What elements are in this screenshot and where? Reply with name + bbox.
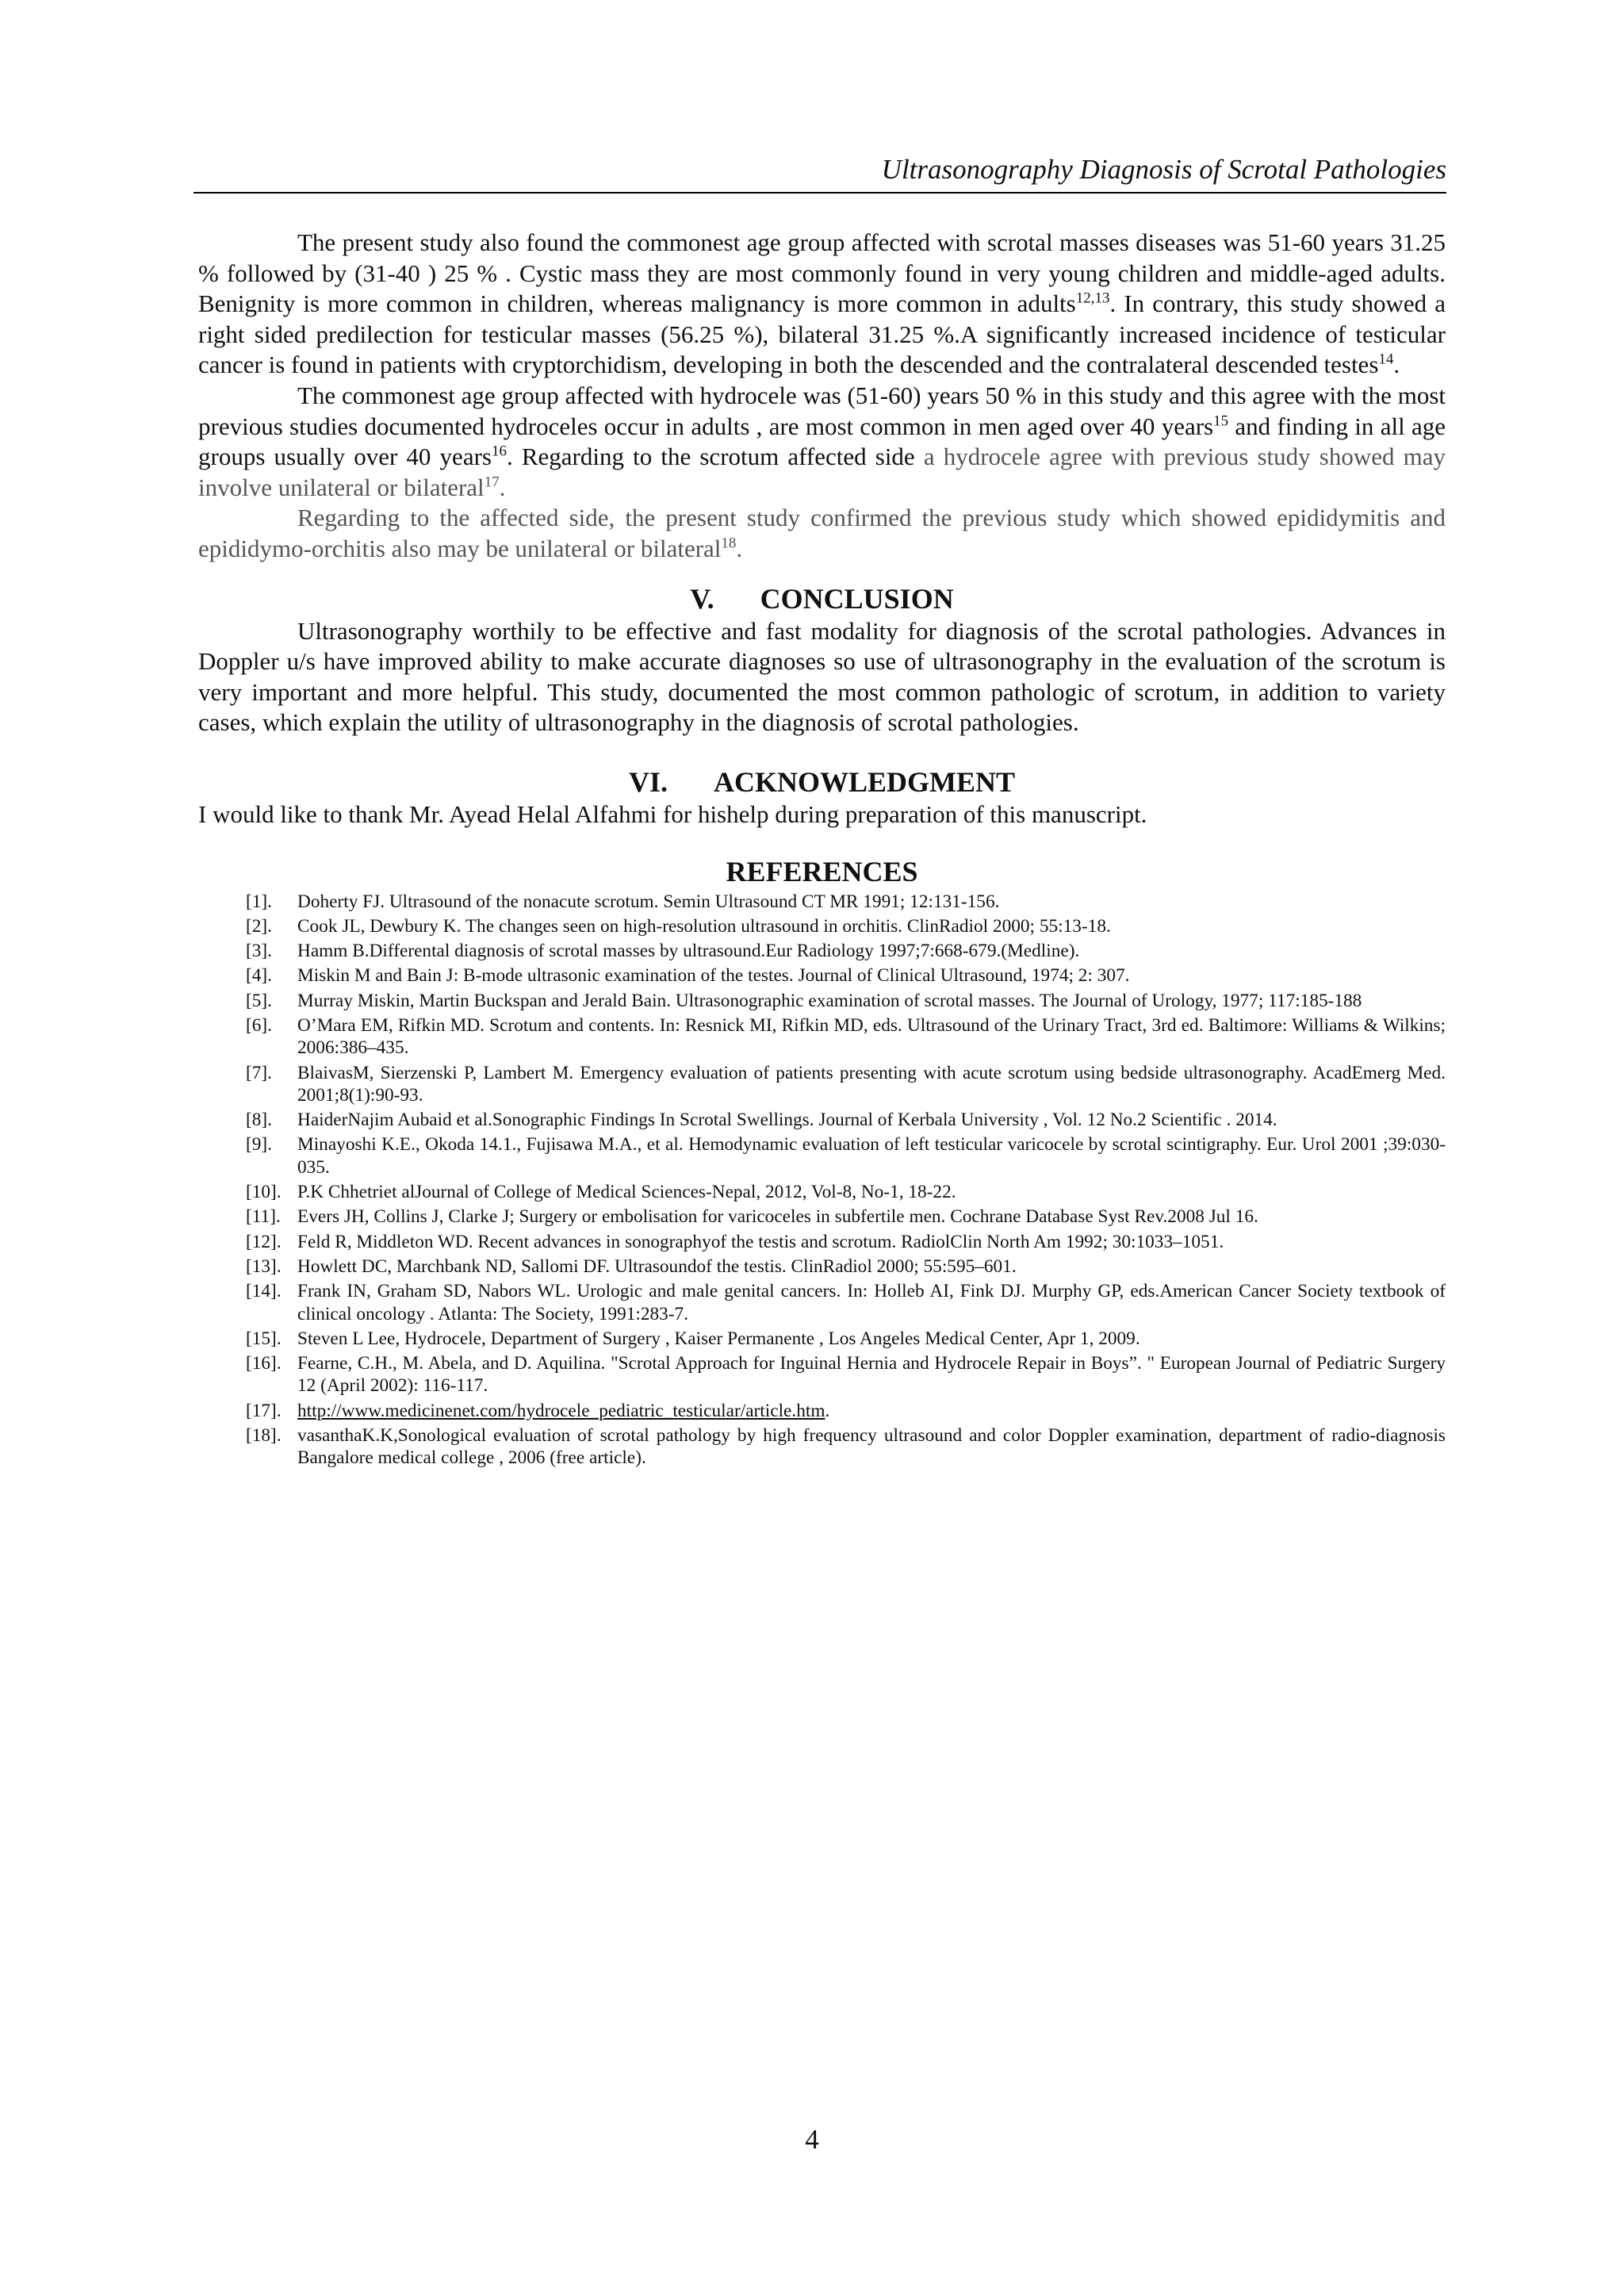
reference-number: [14]. [246,1281,282,1302]
reference-text: Frank IN, Graham SD, Nabors WL. Urologic and male genital cancers. In: Holleb AI, Fink DJ. Murphy GP, eds.American Cancer Society textbook of clinical oncology . Atlanta: The Society, 1991:283-7. [297,1281,1446,1324]
reference-text: Feld R, Middleton WD. Recent advances in sonographyof the testis and scrotum. RadiolClin North Am 1992; 30:1033–1051. [297,1231,1224,1252]
paragraph-text: The commonest age group affected with hydrocele was (51-60) years 50 % in this study and this agree with the most previous studies documented hydroceles occur in adults , are most common in men aged over 40 years [198,381,1446,440]
citation-superscript: 16 [491,443,507,460]
reference-link-tail: . [825,1400,830,1421]
reference-item [246,1062,1446,1107]
paragraph-text: a hydrocele agree with previous study showed may involve unilateral or bilateral [198,443,1446,501]
reference-number: [13]. [246,1255,282,1277]
references-heading: REFERENCES [726,855,918,887]
reference-text [297,1400,1446,1422]
reference-number: [1]. [246,891,272,912]
acknowledgment-paragraph: I would like to thank Mr. Ayead Helal Alfahmi for hishelp during preparation of this manuscript. [198,799,1147,828]
reference-text: Cook JL, Dewbury K. The changes seen on high-resolution ultrasound in orchitis. ClinRadiol 2000; 55:13-18. [297,915,1111,937]
reference-text: O’Mara EM, Rifkin MD. Scrotum and contents. In: Resnick MI, Rifkin MD, eds. Ultrasound of the Urinary Tract, 3rd ed. Baltimore: Williams & Wilkins; 2006:386–435. [297,1014,1446,1059]
reference-number: [15]. [246,1328,282,1349]
reference-number: [17]. [246,1400,282,1421]
reference-number: [9]. [246,1134,272,1156]
reference-text: Doherty FJ. Ultrasound of the nonacute scrotum. Semin Ultrasound CT MR 1991; 12:131-156. [297,891,1000,912]
reference-item [246,915,1446,937]
section-title: ACKNOWLEDGMENT [713,765,1016,798]
paragraph-text: . Regarding to the scrotum affected side [506,443,924,471]
citation-superscript: 14 [1378,351,1394,369]
reference-number: [10]. [246,1182,282,1203]
reference-item [246,1181,1446,1203]
reference-text: Howlett DC, Marchbank ND, Sallomi DF. Ultrasoundof the testis. ClinRadiol 2000; 55:595–601. [297,1255,1017,1277]
section-number: V. [690,582,714,615]
reference-link[interactable]: http://www.medicinenet.com/hydrocele_pediatric_testicular/article.htm [297,1400,825,1421]
discussion-paragraph-1 [198,228,1446,381]
reference-item [246,1280,1446,1325]
reference-number: [16]. [246,1353,282,1374]
section-number: VI. [628,765,668,798]
citation-superscript: 17 [484,473,500,491]
citation-superscript: 18 [721,535,737,552]
reference-item [246,1205,1446,1228]
section-title: CONCLUSION [760,582,954,615]
reference-text: P.K Chhetriet alJournal of College of Medical Sciences-Nepal, 2012, Vol-8, No-1, 18-22. [297,1182,956,1203]
reference-list [246,891,1446,1470]
reference-text: vasanthaK.K,Sonological evaluation of scrotal pathology by high frequency ultrasound and color Doppler examination, department of radio-diagnosis Bangalore medical college , 2006 (free article). [297,1425,1446,1469]
reference-text: BlaivasM, Sierzenski P, Lambert M. Emergency evaluation of patients presenting with acute scrotum using bedside ultrasonography. AcadEmerg Med. 2001;8(1):90-93. [297,1062,1446,1106]
reference-number: [18]. [246,1425,282,1447]
paragraph-text: . [499,473,506,501]
reference-item [246,1109,1446,1131]
reference-number: [4]. [246,965,272,987]
reference-number: [11]. [246,1206,281,1228]
conclusion-paragraph: Ultrasonography worthily to be effective and fast modality for diagnosis of the scrotal pathologies. Advances in Doppler u/s have improved ability to make accurate diagnoses so use of ultrasonography in the evaluation of the scrotum is very important and more helpful. This study, documented the most common pathologic of scrotum, in addition to variety cases, which explain the utility of ultrasonography in the diagnosis of scrotal pathologies. [198,616,1446,737]
paragraph-text: The present study also found the commonest age group affected with scrotal masses diseases was 51-60 years 31.25 % followed by (31-40 ) 25 % . Cystic mass they are most commonly found in very young children and middle-aged adults. Benignity is more common in children, whereas malignancy is more common in adults [198,228,1446,318]
reference-item [246,964,1446,987]
reference-item [246,940,1446,962]
discussion-paragraph-3 [198,503,1446,564]
reference-item [246,1424,1446,1470]
reference-item [246,1400,1446,1422]
reference-text: Fearne, C.H., M. Abela, and D. Aquilina. "Scrotal Approach for Inguinal Hernia and Hydrocele Repair in Boys”. " European Journal of Pediatric Surgery 12 (April 2002): 116-117. [297,1353,1446,1397]
page-body [198,228,1446,1472]
paragraph-text: . [736,534,743,562]
reference-item [246,1231,1446,1253]
reference-item [246,1328,1446,1350]
running-head: Ultrasonography Diagnosis of Scrotal Pathologies [193,152,1446,194]
reference-item [246,891,1446,913]
reference-number: [6]. [246,1014,272,1036]
paragraph-text: . [1393,351,1400,379]
reference-number: [2]. [246,915,272,937]
reference-text: Steven L Lee, Hydrocele, Department of Surgery , Kaiser Permanente , Los Angeles Medical Center, Apr 1, 2009. [297,1328,1140,1349]
reference-item [246,1014,1446,1060]
reference-number: [12]. [246,1231,282,1252]
reference-text: Murray Miskin, Martin Buckspan and Jerald Bain. Ultrasonographic examination of scrotal masses. The Journal of Urology, 1977; 117:185-188 [297,990,1362,1011]
reference-text: Hamm B.Differental diagnosis of scrotal masses by ultrasound.Eur Radiology 1997;7:668-679.(Medline). [297,941,1080,962]
paragraph-text: . In contrary, this study showed a right sided predilection for testicular masses (56.25 %), bilateral 31.25 %.A significantly increased incidence of testicular cancer is found in patients with cryptorchidism, developing in both the descended and the contralateral descended testes [198,289,1446,379]
citation-superscript: 12,13 [1075,289,1110,307]
reference-item [246,1352,1446,1397]
reference-text: Evers JH, Collins J, Clarke J; Surgery or embolisation for varicoceles in subfertile men. Cochrane Database Syst Rev.2008 Jul 16. [297,1206,1258,1228]
reference-item [246,1255,1446,1278]
reference-text: HaiderNajim Aubaid et al.Sonographic Findings In Scrotal Swellings. Journal of Kerbala University , Vol. 12 No.2 Scientific . 2014. [297,1110,1277,1131]
reference-item [246,990,1446,1012]
acknowledgment-heading [198,765,1446,799]
conclusion-heading [198,581,1446,616]
discussion-paragraph-2 [198,381,1446,503]
reference-number: [7]. [246,1062,272,1083]
page-number: 4 [805,2124,819,2155]
paragraph-text: Regarding to the affected side, the present study confirmed the previous study which showed epididymitis and epididymo-orchitis also may be unilateral or bilateral [198,504,1446,562]
reference-text: Miskin M and Bain J: B-mode ultrasonic examination of the testes. Journal of Clinical Ultrasound, 1974; 2: 307. [297,965,1130,987]
paragraph-text: and finding in all age groups usually over 40 years [198,412,1446,471]
reference-number: [5]. [246,990,272,1011]
reference-text: Minayoshi K.E., Okoda 14.1., Fujisawa M.A., et al. Hemodynamic evaluation of left testicular varicocele by scrotal scintigraphy. Eur. Urol 2001 ;39:030-035. [297,1134,1446,1178]
reference-item [246,1133,1446,1179]
citation-superscript: 15 [1213,412,1229,430]
reference-number: [8]. [246,1110,272,1131]
reference-number: [3]. [246,941,272,962]
